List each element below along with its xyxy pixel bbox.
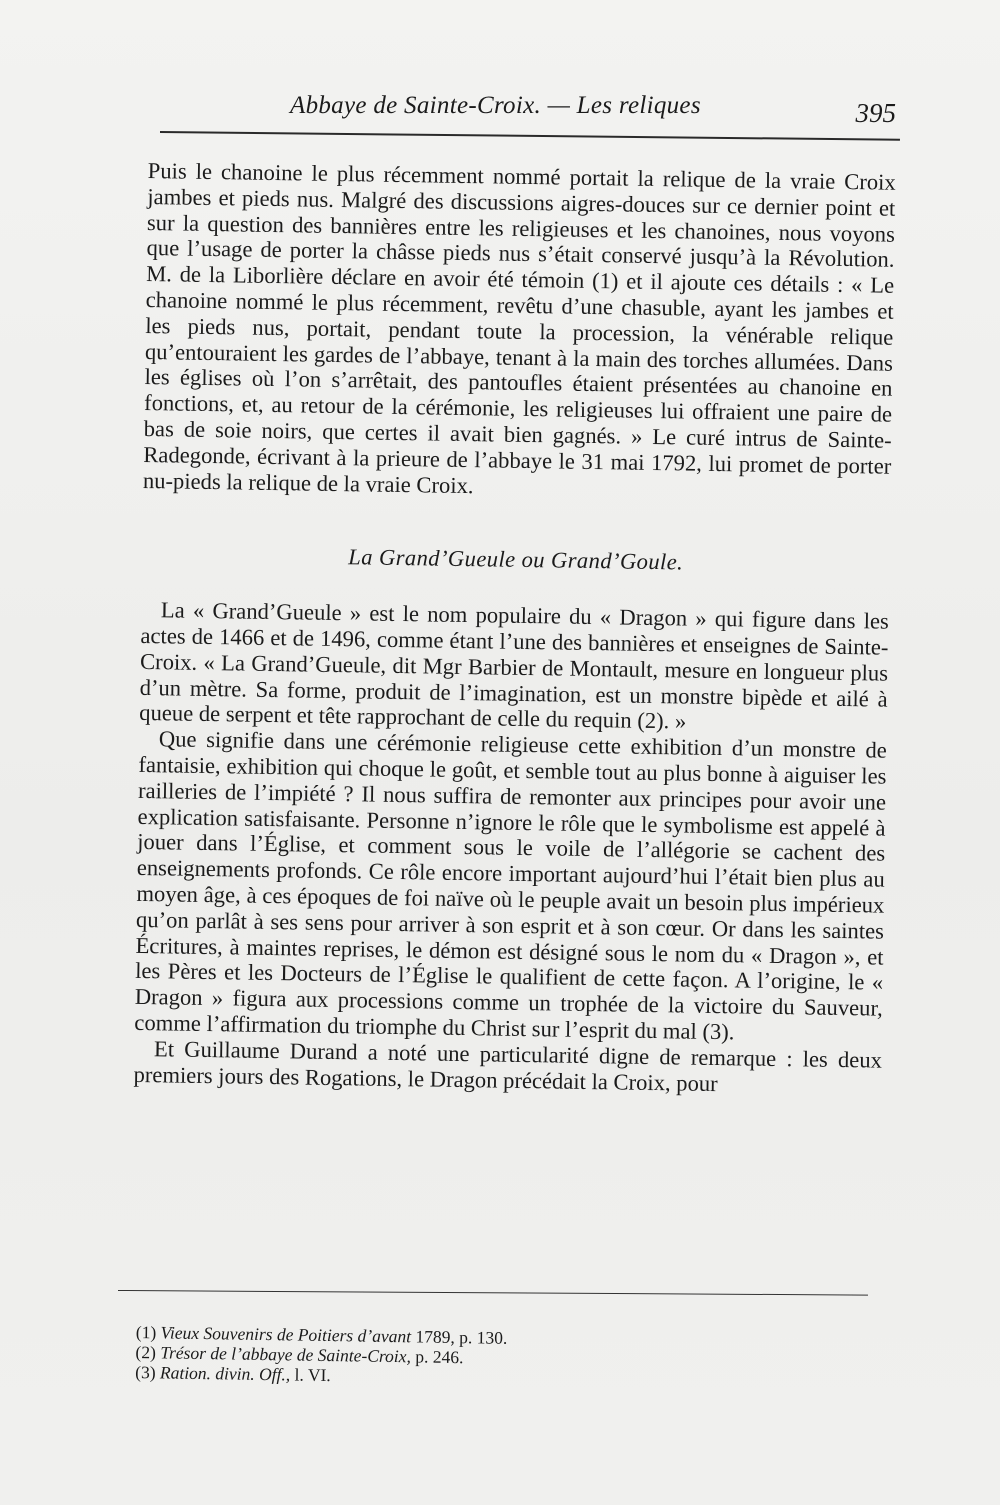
footnote-title: Ration. divin. Off., bbox=[159, 1362, 291, 1385]
footnote-marker: (2) bbox=[135, 1341, 157, 1363]
paragraph-relique: Puis le chanoine le plus récemment nommé portait la relique de la vraie Croix jambes et pieds nus. Malgré des discussions aigres-douces sur ce dernier point et sur la question des bannières entre les religieuses et les chanoines, nous voyons que l’usage de porter la châsse pieds nus s’était conservé jusqu’à la Révolution. M. de la Liborlière déclare en avoir été témoin (1) et il ajoute ces détails : « Le chanoine nommé le plus récemment, revêtu d’une chasuble, ayant les jambes et les pieds nus, portait, pendant toute la procession, la vénérable relique qu’entouraient les gardes de l’abbaye, tenant à la main des torches allumées. Dans les églises où l’on s’arrêtait, des pantoufles étaient présentées au chanoine en fonctions, et, au retour de la cérémonie, les religieuses lui offraient une paire de bas de soie noirs, que certes il avait bien gagnés. » Le curé intrus de Sainte-Radegonde, écrivant à la prieure de l’abbaye le 31 mai 1792, lui promet de porter nu-pieds la relique de la vraie Croix. bbox=[142, 158, 896, 498]
paragraph-grand-gueule: La « Grand’Gueule » est le nom populaire du « Dragon » qui figure dans les actes de 1466 et de 1496, comme étant l’une des bannières et enseignes de Sainte-Croix. « La Grand’Gueule, dit Mgr Barbier de Montault, mesure en longueur plus d’un mètre. Sa forme, produit de l’imagination, est un monstre bipède et ailé à queue de serpent et tête rapprochant de celle du requin (2). » bbox=[139, 597, 890, 734]
footnote-marker: (3) bbox=[135, 1361, 156, 1383]
header-rule bbox=[160, 131, 900, 141]
running-title: Abbaye de Sainte-Croix. — Les reliques bbox=[290, 92, 701, 119]
section-heading: La Grand’Gueule ou Grand’Goule. bbox=[348, 544, 684, 575]
footnote-title: Vieux Souvenirs de Poitiers d’avant bbox=[160, 1322, 412, 1347]
body-text bbox=[133, 158, 896, 1099]
footnote-reference: l. VI. bbox=[290, 1364, 331, 1386]
footnote-reference: 1789, p. 130. bbox=[410, 1326, 508, 1348]
footnote-reference: p. 246. bbox=[410, 1346, 464, 1368]
running-head bbox=[160, 86, 900, 130]
paragraph-symbolisme: Que signifie dans une cérémonie religieuse cette exhibition d’un monstre de fantaisie, exhibition qui choque le goût, et semble tout au plus bonne à aiguiser les railleries de l’impiété ? Il nous suffira de remonter aux principes pour avoir une explication satisfaisante. Personne n’ignore le rôle que le symbolisme est appelé à jouer dans l’Église, et comment sous le voile de l’allégorie se cachent des enseignements profonds. Ce rôle encore important aujourd’hui l’était bien plus au moyen âge, à ces époques de foi naïve où le peuple avait un besoin plus impérieux qu’on parlât à ses sens pour arriver à son esprit et à son cœur. Or dans les saintes Écritures, à maintes reprises, le démon est désigné sous le nom du « Dragon », et les Pères et les Docteurs de l’Église le qualifient de cette façon. A l’origine, le « Dragon » figura aux processions comme un trophée de la victoire du Sauveur, comme l’affirmation du triomphe du Christ sur l’esprit du mal (3). bbox=[134, 726, 887, 1045]
footnote-marker: (1) bbox=[135, 1322, 157, 1343]
paragraph-guillaume-durand: Et Guillaume Durand a noté une particularité digne de remarque : les deux premiers jours des Rogations, le Dragon précédait la Croix, pour bbox=[133, 1035, 883, 1096]
footnotes bbox=[135, 1322, 836, 1393]
footnote-rule bbox=[118, 1290, 868, 1296]
footnote-title: Trésor de l’abbaye de Sainte-Croix, bbox=[160, 1342, 412, 1367]
page-number: 395 bbox=[855, 98, 896, 128]
